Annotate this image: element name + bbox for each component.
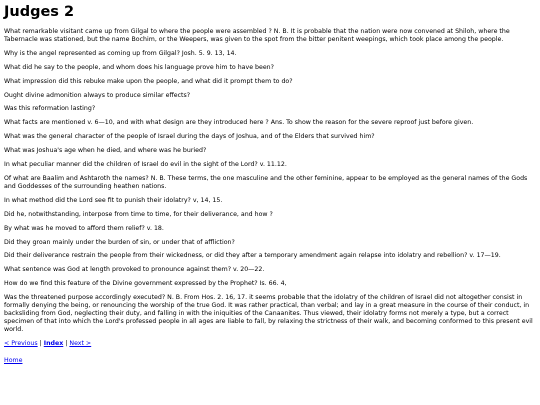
paragraph-7: What facts are mentioned v. 6—10, and with what design are they introduced here ? Ans. To show the reason for the severe reproof just before given. — [4, 119, 474, 127]
paragraph-12: In what method did the Lord see fit to punish their idolatry? v, 14, 15. — [4, 196, 223, 204]
paragraph-9: What was Joshua's age when he died, and where was he buried? — [4, 147, 207, 155]
paragraph-17: What sentence was God at length provoked to pronounce against them? v. 20—22. — [4, 266, 265, 274]
paragraph-1: What remarkable visitant came up from Gilgal to where the people were assembled ? N. B. It is probable that the nation were now convened at Shiloh, where the Tabernacle was stationed, but the name Bochim, or the Weepers, was given to the spot from the bitter penitent weepings, which took place among the people. — [4, 28, 510, 43]
paragraph-13: Did he, notwithstanding, interpose from time to time, for their deliverance, and how ? — [4, 210, 273, 218]
chapter-navigation — [4, 340, 536, 348]
paragraph-19: Was the threatened purpose accordingly executed? N. B. From Hos. 2. 16, 17. it seems probable that the idolatry of the children of Israel did not altogether consist in formally denying the being, or renouncing the worship of the true God. It was rather practical, than verbal; and lay in a great measure in the course of their conduct, in backsliding from God, neglecting their duty, and falling in with the iniquities of the Canaanites. Thus viewed, their idolatry forms not merely a type, but a correct specimen of that into which the Lord's professed people in all ages are liable to fall, by relaxing the strictness of their walk, and becoming conformed to this present evil world. — [4, 294, 533, 333]
next-link[interactable]: Next > — [69, 339, 92, 347]
index-link[interactable]: Index — [43, 339, 64, 347]
home-navigation — [4, 357, 536, 365]
previous-link[interactable]: < Previous — [4, 339, 38, 347]
page-title: Judges 2 — [4, 4, 75, 20]
paragraph-4: What impression did this rebuke make upon the people, and what did it prompt them to do? — [4, 77, 293, 85]
paragraph-8: What was the general character of the people of Israel during the days of Joshua, and of the Elders that survived him? — [4, 133, 375, 141]
paragraph-10: In what peculiar manner did the children of Israel do evil in the sight of the Lord? v. 11.12. — [4, 161, 287, 169]
nav-separator: | — [65, 339, 68, 347]
paragraph-15: Did they groan mainly under the burden of sin, or under that of affliction? — [4, 238, 235, 246]
paragraph-6: Was this reformation lasting? — [4, 105, 96, 113]
paragraph-16: Did their deliverance restrain the people from their wickedness, or did they after a temporary amendment again relapse into idolatry and rebellion? v. 17—19. — [4, 252, 501, 260]
paragraph-11: Of what are Baalim and Ashtaroth the names? N. B. These terms, the one masculine and the other feminine, appear to be employed as the general names of the Gods and Goddesses of the surrounding heathen nations. — [4, 174, 528, 190]
paragraph-18: How do we find this feature of the Divine government expressed by the Prophet? Is. 66. 4, — [4, 280, 287, 288]
paragraph-14: By what was he moved to afford them relief? v. 18. — [4, 224, 164, 232]
paragraph-5: Ought divine admonition always to produce similar effects? — [4, 91, 191, 99]
home-link[interactable]: Home — [4, 356, 23, 364]
paragraph-2: Why is the angel represented as coming up from Gilgal? Josh. 5. 9. 13, 14. — [4, 49, 237, 57]
paragraph-3: What did he say to the people, and whom does his language prove him to have been? — [4, 63, 274, 71]
nav-separator: | — [39, 339, 42, 347]
